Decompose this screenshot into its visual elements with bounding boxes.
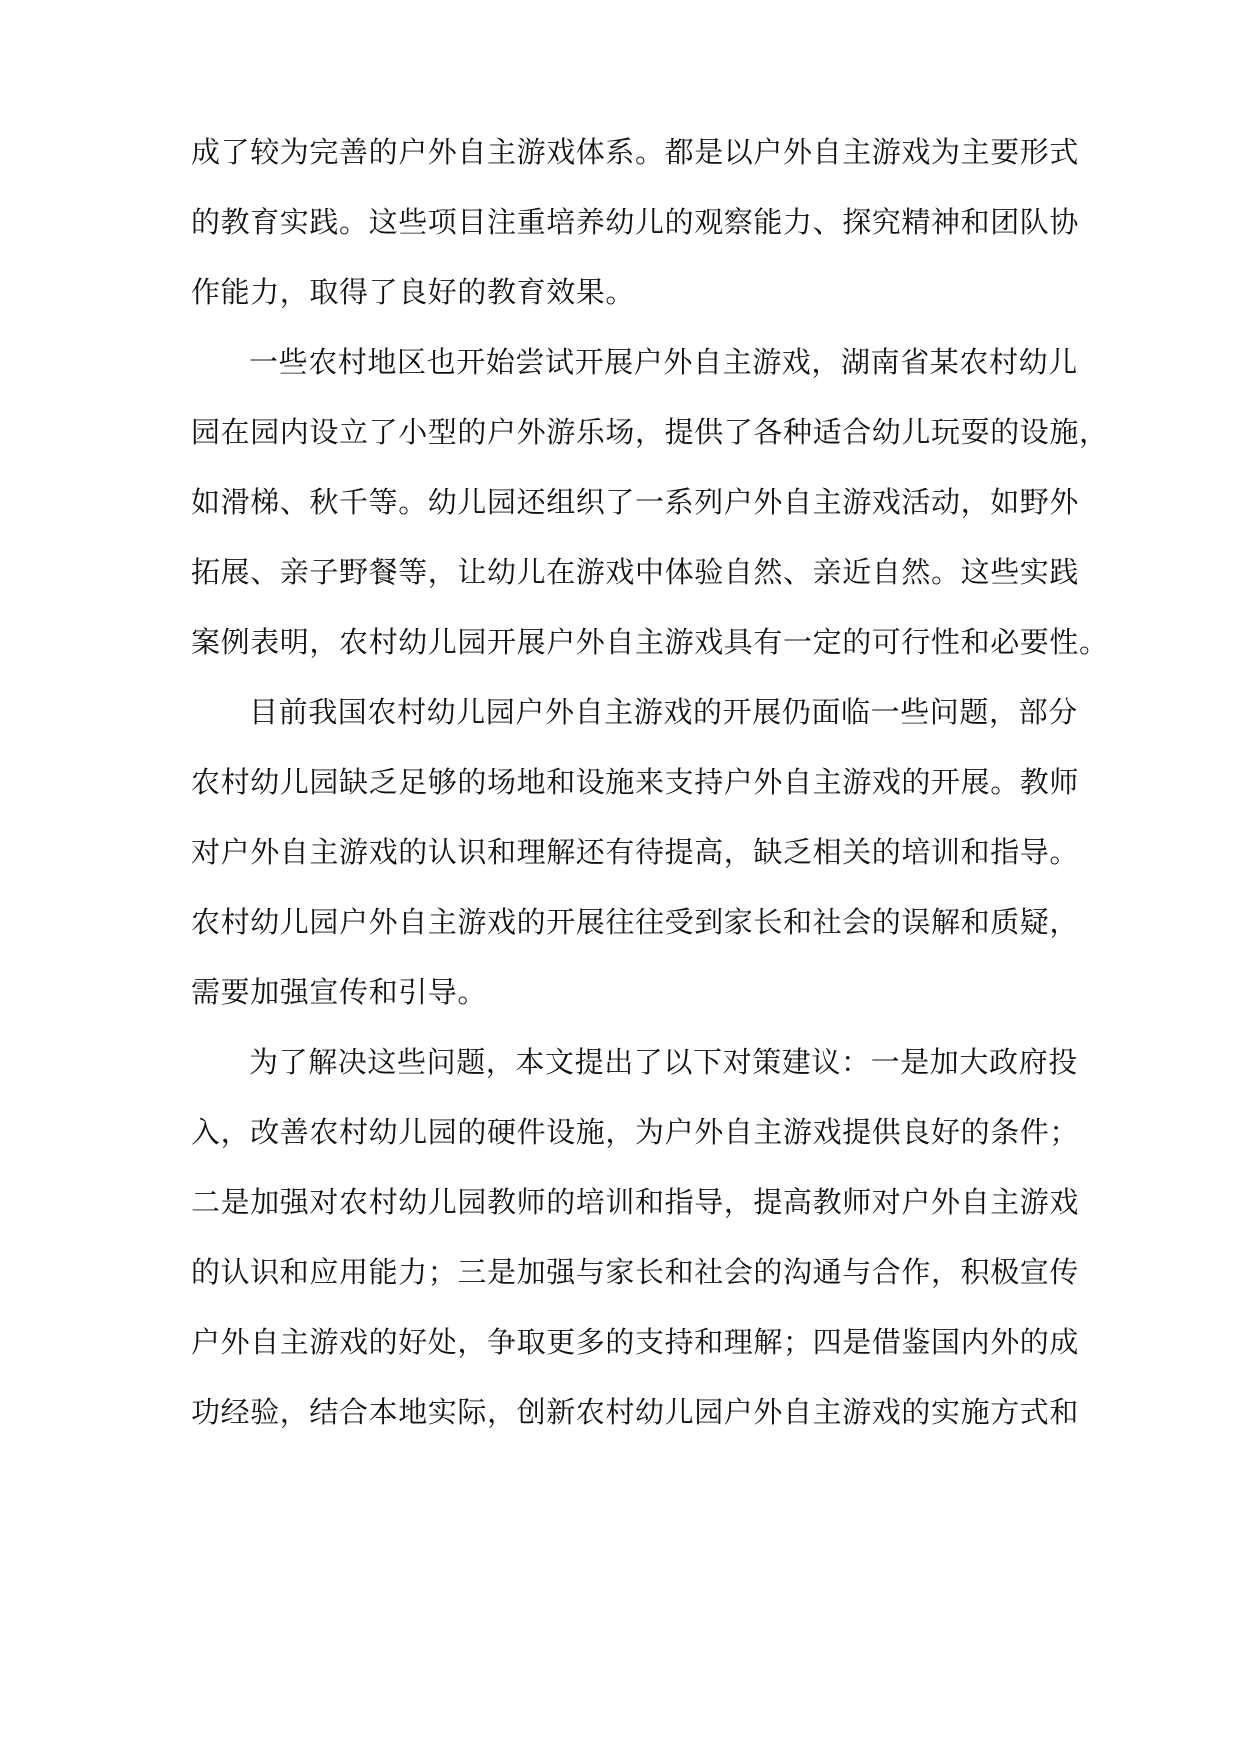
text-line: 如滑梯、秋千等。幼儿园还组织了一系列户外自主游戏活动，如野外 <box>191 485 1080 519</box>
text-line: 功经验，结合本地实际，创新农村幼儿园户外自主游戏的实施方式和 <box>191 1395 1080 1429</box>
text-line: 目前我国农村幼儿园户外自主游戏的开展仍面临一些问题，部分 <box>249 695 1078 729</box>
text-line: 一些农村地区也开始尝试开展户外自主游戏，湖南省某农村幼儿 <box>249 345 1078 379</box>
text-line: 拓展、亲子野餐等，让幼儿在游戏中体验自然、亲近自然。这些实践 <box>191 555 1080 589</box>
text-line: 的认识和应用能力；三是加强与家长和社会的沟通与合作，积极宣传 <box>191 1255 1080 1289</box>
text-line: 需要加强宣传和引导。 <box>191 975 488 1009</box>
text-line: 为了解决这些问题，本文提出了以下对策建议：一是加大政府投 <box>249 1045 1078 1079</box>
text-line: 案例表明，农村幼儿园开展户外自主游戏具有一定的可行性和必要性。 <box>191 625 1109 659</box>
text-line: 入，改善农村幼儿园的硬件设施，为户外自主游戏提供良好的条件； <box>191 1115 1080 1149</box>
text-line: 二是加强对农村幼儿园教师的培训和指导，提高教师对户外自主游戏 <box>191 1185 1080 1219</box>
text-line: 的教育实践。这些项目注重培养幼儿的观察能力、探究精神和团队协 <box>191 205 1080 239</box>
text-line: 园在园内设立了小型的户外游乐场，提供了各种适合幼儿玩耍的设施， <box>191 415 1109 449</box>
text-line: 成了较为完善的户外自主游戏体系。都是以户外自主游戏为主要形式 <box>191 135 1080 169</box>
text-line: 对户外自主游戏的认识和理解还有待提高，缺乏相关的培训和指导。 <box>191 835 1080 869</box>
text-line: 作能力，取得了良好的教育效果。 <box>191 275 636 309</box>
text-line: 农村幼儿园户外自主游戏的开展往往受到家长和社会的误解和质疑， <box>191 905 1080 939</box>
text-line: 户外自主游戏的好处，争取更多的支持和理解；四是借鉴国内外的成 <box>191 1325 1080 1359</box>
text-line: 农村幼儿园缺乏足够的场地和设施来支持户外自主游戏的开展。教师 <box>191 765 1080 799</box>
